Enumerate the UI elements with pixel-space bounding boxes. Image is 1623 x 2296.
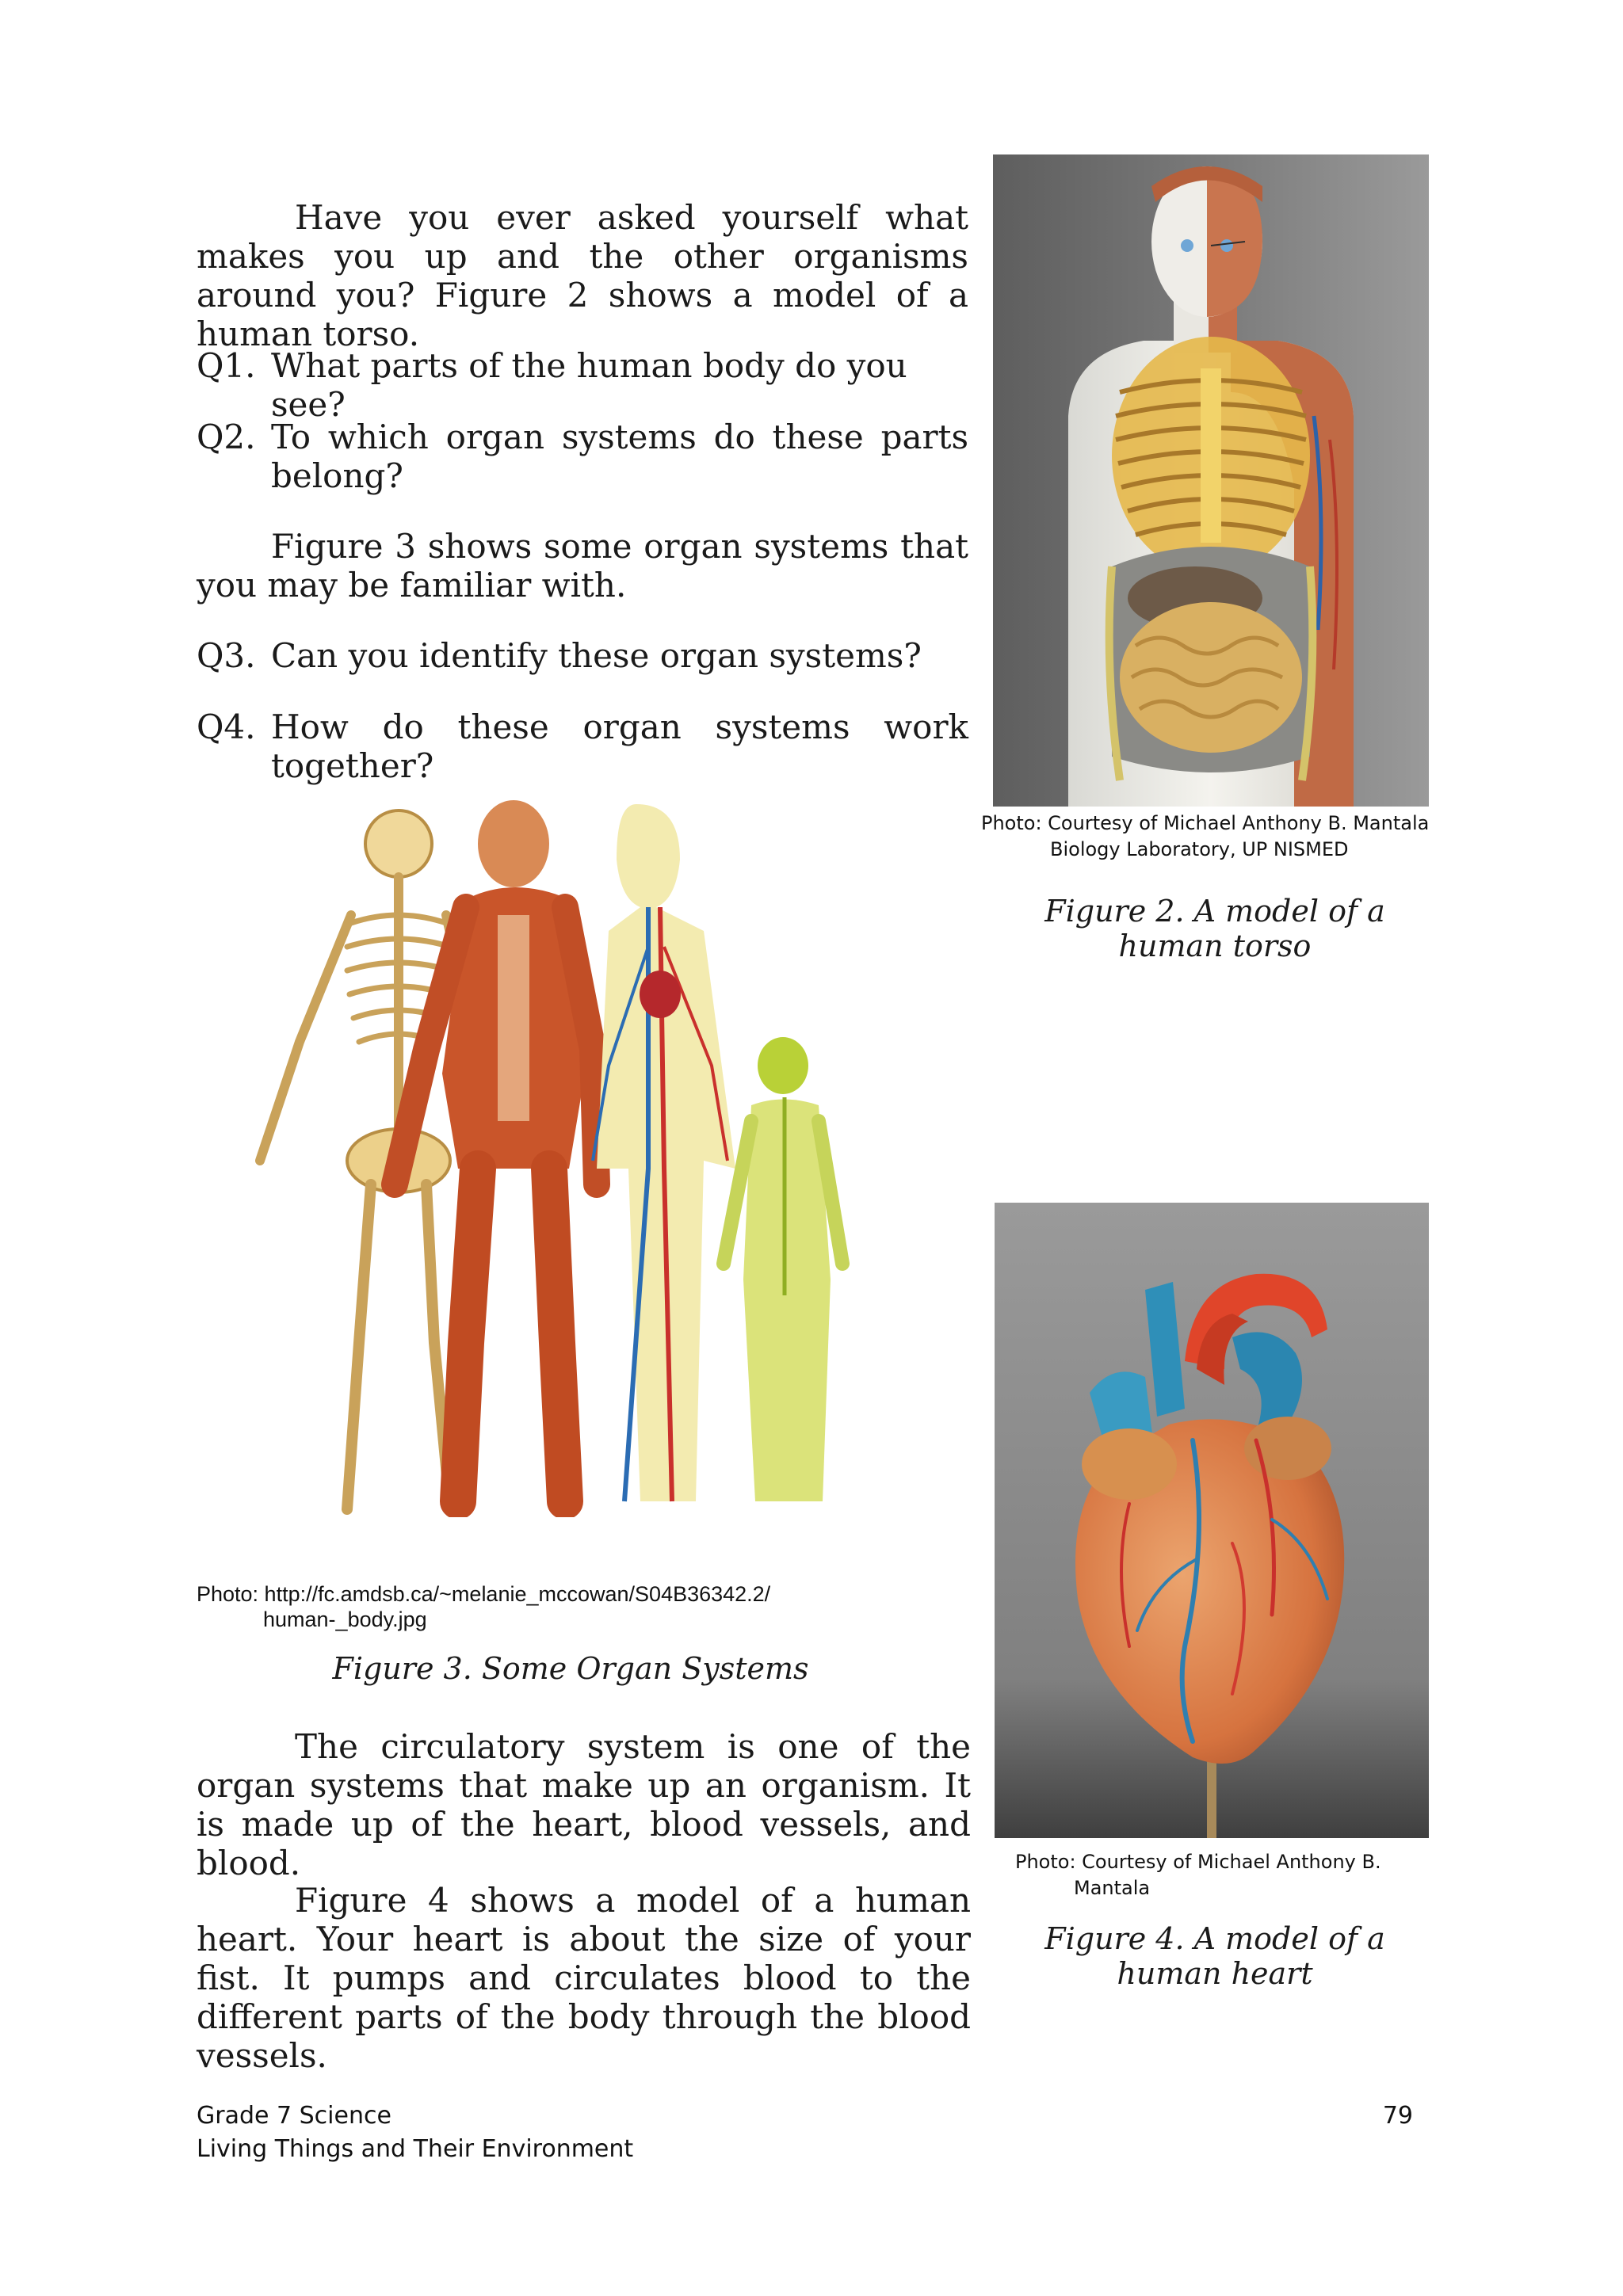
organ-systems-illustration xyxy=(197,788,878,1517)
figure4-caption-line1: Figure 4. A model of a xyxy=(1044,1921,1385,1956)
figure2-caption-line1: Figure 2. A model of a xyxy=(1044,894,1385,929)
question-number: Q3. xyxy=(197,636,256,675)
figure4-credit-line2: Mantala xyxy=(1074,1877,1151,1899)
heart-paragraph: Figure 4 shows a model of a human heart. Your heart is about the size of your fist. It pumps and circulates blood to the different parts of the body through the blood vessels. xyxy=(197,1881,971,2075)
question-text: Can you identify these organ systems? xyxy=(271,636,922,675)
figure4-caption-line2: human heart xyxy=(1117,1956,1313,1991)
footer-course-title: Grade 7 Science xyxy=(197,2102,391,2130)
footer-unit-title: Living Things and Their Environment xyxy=(197,2135,634,2163)
figure3-credit-line2: human-_body.jpg xyxy=(263,1608,427,1631)
circulatory-paragraph: The circulatory system is one of the organ systems that make up an organism. It is made up of the heart, blood vessels, and blood. xyxy=(197,1727,971,1882)
question-number: Q1. xyxy=(197,346,256,385)
lymphatic-figure xyxy=(724,1037,842,1501)
heart-model-photo xyxy=(995,1203,1429,1838)
figure3-credit-line1: Photo: http://fc.amdsb.ca/~melanie_mccowan/S04B36342.2/ xyxy=(197,1582,771,1606)
question-number: Q4. xyxy=(197,707,256,746)
question-text: How do these organ systems work together? xyxy=(271,707,968,785)
figure2-caption-line2: human torso xyxy=(1118,929,1312,963)
question-1 xyxy=(197,346,968,424)
figure3-intro-paragraph: Figure 3 shows some organ systems that you may be familiar with. xyxy=(197,527,968,605)
question-number: Q2. xyxy=(197,418,256,456)
question-text: What parts of the human body do you see? xyxy=(271,346,907,424)
intro-paragraph: Have you ever asked yourself what makes you up and the other organisms around you? Figure 2 shows a model of a human torso. xyxy=(197,198,968,353)
figure3-caption: Figure 3. Some Organ Systems xyxy=(332,1651,809,1686)
circulatory-figure xyxy=(593,804,735,1501)
figure2-credit-line2: Biology Laboratory, UP NISMED xyxy=(1050,838,1349,860)
torso-model-photo xyxy=(993,154,1429,807)
question-2 xyxy=(197,418,968,495)
figure4-credit-line1: Photo: Courtesy of Michael Anthony B. xyxy=(1015,1851,1381,1873)
question-text: To which organ systems do these parts belong? xyxy=(271,418,968,495)
question-3 xyxy=(197,636,968,675)
figure2-credit-line1: Photo: Courtesy of Michael Anthony B. Mantala xyxy=(981,812,1430,834)
page-number: 79 xyxy=(1382,2102,1413,2130)
question-4 xyxy=(197,707,968,785)
